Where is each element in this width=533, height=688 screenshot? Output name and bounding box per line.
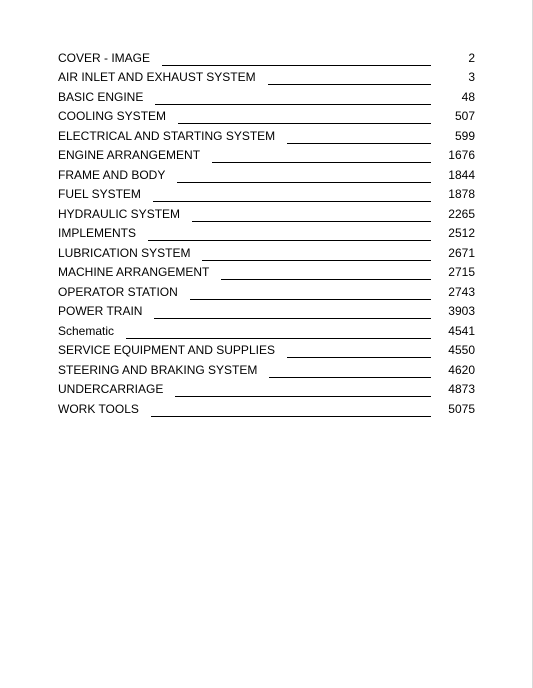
toc-entry-hydraulic-system[interactable] <box>58 202 475 222</box>
toc-entry-service-equipment-and-supplies[interactable] <box>58 339 475 359</box>
toc-entry-operator-station[interactable] <box>58 280 475 300</box>
toc-entry-page: 1676 <box>448 148 475 162</box>
toc-entry-title: HYDRAULIC SYSTEM <box>58 206 181 221</box>
toc-leader-line <box>202 260 431 261</box>
toc-entry-frame-and-body[interactable] <box>58 163 475 183</box>
toc-leader-line <box>287 357 431 358</box>
toc-entry-page: 2715 <box>448 265 475 279</box>
toc-entry-title: IMPLEMENTS <box>58 226 137 240</box>
toc-entry-title: LUBRICATION SYSTEM <box>58 245 191 260</box>
toc-entry-page: 5075 <box>448 401 475 416</box>
toc-leader-line <box>154 318 431 319</box>
toc-entry-work-tools[interactable] <box>58 397 475 417</box>
toc-entry-title: SERVICE EQUIPMENT AND SUPPLIES <box>58 343 275 357</box>
toc-entry-lubrication-system[interactable] <box>58 241 475 261</box>
toc-leader-line <box>178 123 431 124</box>
toc-entry-title: AIR INLET AND EXHAUST SYSTEM <box>58 70 256 84</box>
toc-leader-line <box>153 201 431 202</box>
toc-entry-basic-engine[interactable] <box>58 85 475 105</box>
toc-entry-title: MACHINE ARRANGEMENT <box>58 265 210 279</box>
toc-leader-line <box>162 65 431 66</box>
toc-leader-line <box>126 338 431 339</box>
toc-entry-air-inlet-and-exhaust-system[interactable] <box>58 66 475 86</box>
toc-entry-title: Schematic <box>58 323 115 338</box>
toc-entry-page: 2512 <box>448 226 475 240</box>
toc-leader-line <box>268 84 431 85</box>
toc-entry-page: 2 <box>468 50 475 65</box>
toc-entry-page: 1844 <box>448 167 475 182</box>
toc-entry-title: POWER TRAIN <box>58 304 143 318</box>
toc-leader-line <box>155 104 431 105</box>
toc-entry-title: STEERING AND BRAKING SYSTEM <box>58 362 258 377</box>
toc-leader-line <box>177 182 431 183</box>
toc-entry-title: ELECTRICAL AND STARTING SYSTEM <box>58 128 276 143</box>
toc-entry-title: FRAME AND BODY <box>58 167 166 182</box>
toc-entry-fuel-system[interactable] <box>58 183 475 203</box>
toc-entry-title: FUEL SYSTEM <box>58 187 141 201</box>
toc-entry-page: 4620 <box>448 362 475 377</box>
toc-leader-line <box>151 416 431 417</box>
toc-leader-line <box>148 240 431 241</box>
toc-entry-implements[interactable] <box>58 222 475 242</box>
toc-entry-page: 507 <box>454 109 475 123</box>
toc-leader-line <box>212 162 431 163</box>
toc-entry-page: 48 <box>461 89 475 104</box>
toc-entry-title: BASIC ENGINE <box>58 89 144 104</box>
toc-entry-steering-and-braking-system[interactable] <box>58 358 475 378</box>
toc-entry-page: 4873 <box>448 382 475 396</box>
toc-entry-title: UNDERCARRIAGE <box>58 382 164 396</box>
toc-entry-page: 2265 <box>448 206 475 221</box>
toc-entry-page: 3903 <box>448 304 475 318</box>
toc-leader-line <box>192 221 431 222</box>
toc-entry-page: 4541 <box>448 323 475 338</box>
toc-leader-line <box>221 279 431 280</box>
toc-entry-undercarriage[interactable] <box>58 378 475 398</box>
toc-entry-title: WORK TOOLS <box>58 401 139 416</box>
toc-entry-title: COVER - IMAGE <box>58 50 151 65</box>
toc-entry-title: OPERATOR STATION <box>58 284 178 299</box>
table-of-contents <box>58 46 475 417</box>
toc-entry-cover-image[interactable] <box>58 46 475 66</box>
toc-entry-page: 3 <box>468 70 475 84</box>
toc-leader-line <box>287 143 431 144</box>
toc-entry-title: ENGINE ARRANGEMENT <box>58 148 201 162</box>
toc-entry-machine-arrangement[interactable] <box>58 261 475 281</box>
toc-leader-line <box>269 377 431 378</box>
toc-leader-line <box>190 299 431 300</box>
toc-entry-page: 2671 <box>448 245 475 260</box>
toc-entry-schematic[interactable] <box>58 319 475 339</box>
toc-leader-line <box>175 396 431 397</box>
toc-entry-power-train[interactable] <box>58 300 475 320</box>
toc-entry-page: 2743 <box>448 284 475 299</box>
toc-entry-cooling-system[interactable] <box>58 105 475 125</box>
toc-entry-electrical-and-starting-system[interactable] <box>58 124 475 144</box>
toc-entry-engine-arrangement[interactable] <box>58 144 475 164</box>
toc-entry-page: 599 <box>454 128 475 143</box>
toc-entry-title: COOLING SYSTEM <box>58 109 167 123</box>
toc-entry-page: 4550 <box>448 343 475 357</box>
toc-entry-page: 1878 <box>448 187 475 201</box>
